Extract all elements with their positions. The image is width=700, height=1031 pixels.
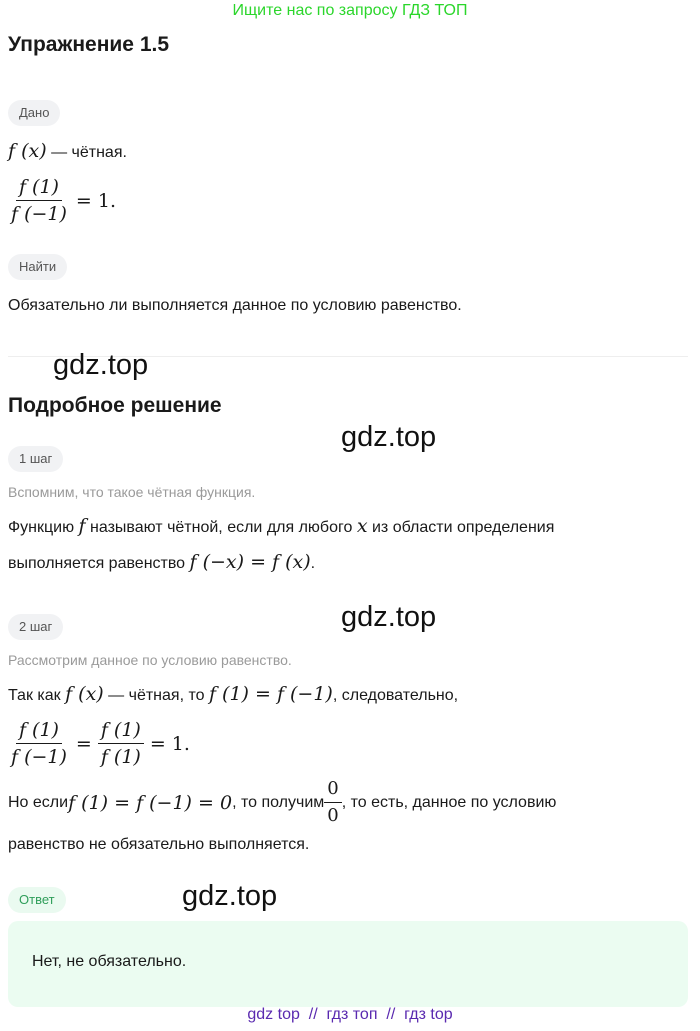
given-fraction: [8, 176, 70, 225]
bottom-banner: gdz top // гдз топ // гдз top: [247, 1006, 453, 1023]
solution-title: Подробное решение: [8, 394, 222, 417]
step1-t5: .: [310, 555, 316, 572]
step1-t1: Функцию: [8, 519, 79, 536]
step1-line-1: [8, 515, 554, 539]
answer-label: [8, 887, 66, 913]
step2-fraction-1: [8, 719, 70, 768]
step2-t6: , то есть, данное по условию: [341, 793, 557, 811]
step2-fraction-1-numerator: f (1): [16, 719, 62, 744]
given-func: f (x): [8, 140, 47, 162]
given-label: [8, 100, 60, 126]
step2-line-3: [8, 778, 556, 827]
step1-formula: f (−x) = f (x): [189, 551, 311, 573]
step2-line-4: равенство не обязательно выполняется.: [8, 836, 310, 853]
step2-fraction-equation: [8, 719, 190, 768]
step1-t4: выполняется равенство: [8, 555, 190, 572]
step1-chip: 1 шаг: [8, 446, 63, 472]
given-line-1: [8, 140, 127, 164]
step1-x: x: [356, 515, 368, 537]
zero-denominator: 0: [327, 805, 339, 826]
step2-rhs: = 1.: [149, 732, 190, 755]
top-banner: Ищите нас по запросу ГДЗ ТОП: [232, 2, 468, 19]
step2-fraction-2-denominator: f (1): [100, 746, 141, 768]
step2-equals: =: [75, 732, 92, 755]
given-line1-text: — чётная.: [46, 144, 127, 161]
find-text: Обязательно ли выполняется данное по условию равенство.: [8, 297, 462, 314]
given-chip: Дано: [8, 100, 60, 126]
step2-eq2: f (1) = f (−1) = 0: [68, 791, 233, 814]
step2-fraction-2-numerator: f (1): [98, 719, 144, 744]
step1-label: [8, 446, 63, 472]
answer-text: Нет, не обязательно.: [32, 953, 187, 970]
exercise-title: Упражнение 1.5: [8, 33, 170, 56]
given-fraction-numerator: f (1): [16, 176, 62, 201]
given-fraction-rhs: = 1.: [75, 189, 116, 212]
step2-t2: — чётная, то: [103, 687, 209, 704]
step2-label: [8, 614, 63, 640]
step1-t3: из области определения: [367, 519, 555, 536]
watermark-4: gdz.top: [182, 880, 278, 912]
step1-hint: Вспомним, что такое чётная функция.: [8, 484, 256, 500]
step2-t1: Так как: [8, 687, 66, 704]
answer-chip: Ответ: [8, 887, 66, 913]
step2-t3: , следовательно,: [332, 687, 459, 704]
step2-eq1: f (1) = f (−1): [208, 683, 333, 705]
find-label: [8, 254, 67, 280]
step2-fx: f (x): [65, 683, 104, 705]
given-fraction-equation: [8, 176, 116, 225]
watermark-1: gdz.top: [53, 349, 149, 381]
step2-line-1: [8, 683, 458, 707]
step2-fraction-2: [98, 719, 144, 768]
step1-f: f: [78, 515, 86, 537]
step2-t4: Но если: [8, 793, 69, 811]
watermark-2: gdz.top: [341, 421, 437, 453]
step2-hint: Рассмотрим данное по условию равенство.: [8, 652, 292, 668]
step2-fraction-1-denominator: f (−1): [11, 746, 67, 768]
step2-chip: 2 шаг: [8, 614, 63, 640]
find-chip: Найти: [8, 254, 67, 280]
zero-numerator: 0: [324, 778, 341, 803]
watermark-3: gdz.top: [341, 601, 437, 633]
step1-line-2: [8, 551, 315, 575]
given-fraction-denominator: f (−1): [11, 203, 67, 225]
step2-t5: , то получим: [232, 793, 325, 811]
zero-over-zero: [324, 778, 341, 827]
step1-t2: называют чётной, если для любого: [85, 519, 357, 536]
